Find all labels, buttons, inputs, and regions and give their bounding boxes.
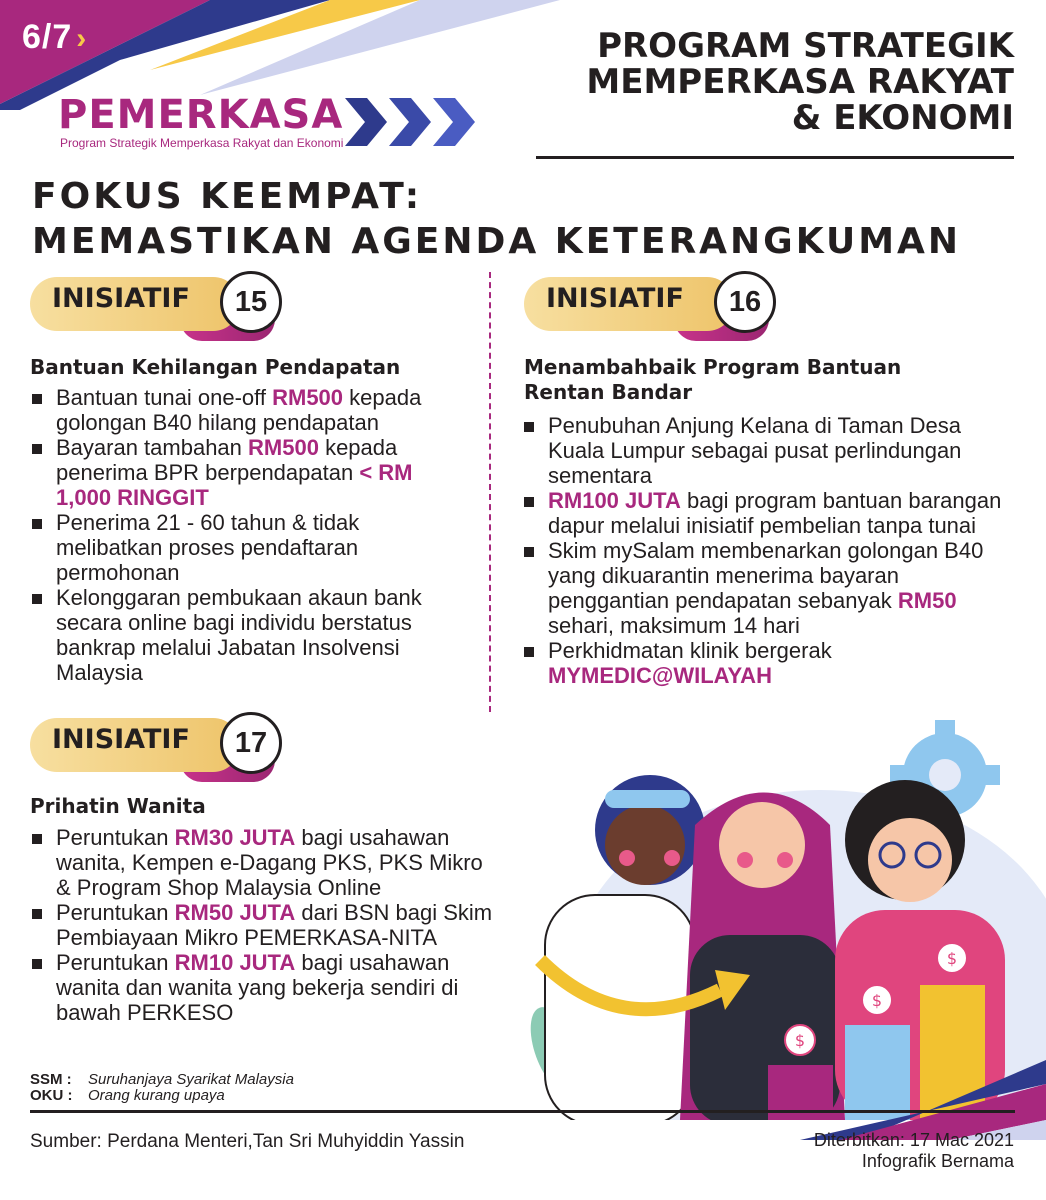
bullet-text: Peruntukan xyxy=(56,825,175,850)
coin-icon xyxy=(785,1025,815,1055)
bullet-item xyxy=(30,900,500,950)
abbreviations xyxy=(30,1072,294,1104)
focus-heading xyxy=(32,174,961,264)
bullet-text: Skim mySalam membenarkan golongan B40 yang dikuarantin menerima bayaran penggantian pendapatan sebanyak xyxy=(548,538,984,613)
bullet-item xyxy=(30,385,470,435)
bullet-item xyxy=(30,510,470,585)
main-title-line: MEMPERKASA RAKYAT xyxy=(586,62,1014,102)
bullet-item xyxy=(30,585,470,685)
abbreviation-value: Orang kurang upaya xyxy=(88,1087,225,1104)
bullet-item xyxy=(30,435,470,510)
badge-number: 15 xyxy=(220,271,282,333)
focus-line-1: FOKUS KEEMPAT: xyxy=(32,176,423,217)
credit: Infografik Bernama xyxy=(861,1151,1014,1171)
coin-symbol: $ xyxy=(871,991,883,1010)
bullet-text: kepada penerima BPR berpendapatan xyxy=(56,435,398,485)
initiative-badge-16 xyxy=(524,271,784,343)
bullet-item xyxy=(30,950,500,1025)
badge-number: 16 xyxy=(714,271,776,333)
main-title xyxy=(494,28,1014,136)
abbreviation-key: SSM : xyxy=(30,1071,72,1088)
bullet-text: Kelonggaran pembukaan akaun bank secara online bagi individu berstatus bankrap melalui Jabatan Insolvensi Malaysia xyxy=(56,585,422,685)
footer-rule xyxy=(30,1110,1015,1113)
abbreviation-key: OKU : xyxy=(30,1087,73,1104)
bullet-text: Peruntukan xyxy=(56,900,175,925)
bullet-item xyxy=(522,413,1022,488)
initiative-title-16: Menambahbaik Program Bantuan Rentan Bandar xyxy=(524,355,902,404)
highlight-text: RM50 JUTA xyxy=(174,900,296,925)
bullet-text: sehari, maksimum 14 hari xyxy=(548,613,800,638)
bullet-text: Penerima 21 - 60 tahun & tidak melibatkan proses pendaftaran permohonan xyxy=(56,510,360,585)
bullet-text: bagi program bantuan barangan dapur melalui inisiatif pembelian tanpa tunai xyxy=(548,488,1002,538)
bullet-item xyxy=(522,638,1022,688)
badge-label: INISIATIF xyxy=(52,283,190,314)
abbreviation-value: Suruhanjaya Syarikat Malaysia xyxy=(88,1071,294,1088)
highlight-text: RM30 JUTA xyxy=(174,825,296,850)
corner-decoration-bottom xyxy=(800,1060,1046,1140)
main-title-line: & EKONOMI xyxy=(791,98,1014,138)
bullet-text: bagi usahawan wanita dan wanita yang bekerja sendiri di bawah PERKESO xyxy=(56,950,459,1025)
badge-number: 17 xyxy=(220,712,282,774)
initiative-badge-17 xyxy=(30,712,290,784)
source-text: Sumber: Perdana Menteri,Tan Sri Muhyiddin Yassin xyxy=(30,1131,465,1152)
bullet-text: dari BSN bagi Skim Pembiayaan Mikro PEMERKASA-NITA xyxy=(56,900,493,950)
highlight-text: RM10 JUTA xyxy=(174,950,296,975)
initiative-title-17: Prihatin Wanita xyxy=(30,794,206,818)
highlight-text: RM500 xyxy=(248,435,319,460)
coin-icon xyxy=(937,943,967,973)
bullet-item xyxy=(30,825,500,900)
focus-line-2: MEMASTIKAN AGENDA KETERANGKUMAN xyxy=(32,221,962,262)
badge-label: INISIATIF xyxy=(546,283,684,314)
initiative-list-17 xyxy=(30,825,500,1025)
publication-info xyxy=(814,1130,1014,1172)
initiative-list-15 xyxy=(30,385,470,685)
bullet-text: bagi usahawan wanita, Kempen e-Dagang PKS, PKS Mikro & Program Shop Malaysia Online xyxy=(56,825,483,900)
chevron-right-icon: › xyxy=(76,22,88,55)
published-date: Diterbitkan: 17 Mac 2021 xyxy=(813,1130,1014,1150)
bullet-text: Peruntukan xyxy=(56,950,175,975)
initiative-title-15: Bantuan Kehilangan Pendapatan xyxy=(30,355,401,379)
bullet-text: Perkhidmatan klinik bergerak xyxy=(548,638,832,663)
bullet-text: kepada golongan B40 hilang pendapatan xyxy=(56,385,422,435)
bullet-text: Penubuhan Anjung Kelana di Taman Desa Kuala Lumpur sebagai pusat perlindungan sementara xyxy=(548,413,962,488)
column-divider xyxy=(489,272,491,712)
highlight-text: RM50 xyxy=(897,588,957,613)
pemerkasa-logo: PEMERKASA xyxy=(58,92,344,138)
woman-1 xyxy=(545,775,705,1120)
bullet-item xyxy=(522,538,1022,638)
bullet-text: Bayaran tambahan xyxy=(56,435,249,460)
abbreviation-row xyxy=(30,1072,294,1088)
badge-label: INISIATIF xyxy=(52,724,190,755)
bullet-item xyxy=(522,488,1022,538)
highlight-text: MYMEDIC@WILAYAH xyxy=(548,663,772,688)
coin-symbol: $ xyxy=(794,1031,806,1050)
highlight-text: RM500 xyxy=(272,385,344,410)
logo-subtitle: Program Strategik Memperkasa Rakyat dan Ekonomi xyxy=(60,136,344,150)
highlight-text: < RM 1,000 RINGGIT xyxy=(56,460,413,510)
coin-symbol: $ xyxy=(946,949,958,968)
bullet-text: Bantuan tunai one-off xyxy=(56,385,273,410)
highlight-text: RM100 JUTA xyxy=(548,488,681,513)
initiative-list-16 xyxy=(522,413,1022,688)
triple-chevron-icon xyxy=(345,94,485,150)
main-title-line: PROGRAM STRATEGIK xyxy=(597,26,1014,66)
coin-icon xyxy=(862,985,892,1015)
abbreviation-row xyxy=(30,1088,294,1104)
initiative-badge-15 xyxy=(30,271,290,343)
page-number: 6/7 › xyxy=(22,18,88,56)
header-rule xyxy=(536,156,1014,159)
